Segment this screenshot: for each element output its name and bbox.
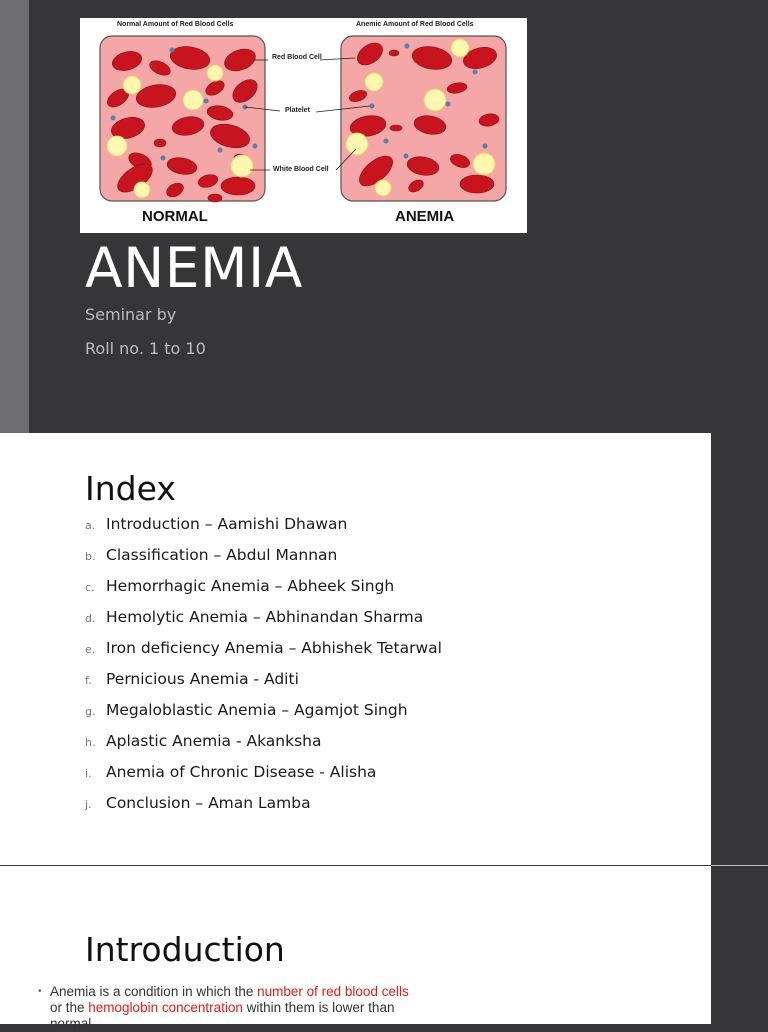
list-item xyxy=(85,794,442,825)
bullet-marker: • xyxy=(38,986,42,997)
callout-white-blood-cell: White Blood Cell xyxy=(273,166,329,173)
list-marker: j. xyxy=(85,798,92,811)
list-item-text: Pernicious Anemia - Aditi xyxy=(106,670,299,688)
highlight-rbc-count: number of red blood cells xyxy=(257,984,409,999)
bullet-text-part: or the xyxy=(50,1000,89,1015)
list-item xyxy=(85,701,442,732)
list-item-text: Aplastic Anemia - Akanksha xyxy=(106,732,322,750)
bullet-text-part: Anemia is a condition in which the xyxy=(50,984,258,999)
list-item-text: Anemia of Chronic Disease - Alisha xyxy=(106,763,377,781)
anemic-caption: Anemic Amount of Red Blood Cells xyxy=(356,21,474,28)
title-slide xyxy=(0,0,768,433)
slide-title: ANEMIA xyxy=(85,236,303,300)
blood-diagram xyxy=(80,18,527,233)
blood-cells-figure xyxy=(80,18,527,233)
introduction-slide xyxy=(0,866,711,1031)
list-item-text: Classification – Abdul Mannan xyxy=(106,546,338,564)
bullet-text xyxy=(50,984,418,1032)
index-list xyxy=(85,515,442,825)
list-item xyxy=(85,732,442,763)
anemia-label: ANEMIA xyxy=(395,208,455,225)
list-item xyxy=(85,608,442,639)
seminar-by: Seminar by xyxy=(85,305,177,324)
index-slide xyxy=(0,433,711,865)
bullet-text-part: within them is lower than normal xyxy=(50,1000,395,1031)
callout-red-blood-cell: Red Blood Cell xyxy=(272,54,322,61)
roll-numbers: Roll no. 1 to 10 xyxy=(85,339,206,358)
list-item xyxy=(85,546,442,577)
introduction-title: Introduction xyxy=(85,930,285,969)
list-marker: c. xyxy=(85,581,95,594)
list-marker: f. xyxy=(85,674,92,687)
list-item-text: Hemolytic Anemia – Abhinandan Sharma xyxy=(106,608,424,626)
highlight-hemoglobin: hemoglobin concentration xyxy=(88,1000,243,1015)
callout-platelet: Platelet xyxy=(285,107,310,114)
list-item-text: Hemorrhagic Anemia – Abheek Singh xyxy=(106,577,395,595)
normal-label: NORMAL xyxy=(142,208,208,225)
list-item xyxy=(85,670,442,701)
list-marker: b. xyxy=(85,550,96,563)
list-item-text: Megaloblastic Anemia – Agamjot Singh xyxy=(106,701,408,719)
list-item-text: Introduction – Aamishi Dhawan xyxy=(106,515,348,533)
list-marker: g. xyxy=(85,705,96,718)
list-item-text: Iron deficiency Anemia – Abhishek Tetarwal xyxy=(106,639,442,657)
normal-caption: Normal Amount of Red Blood Cells xyxy=(117,21,234,28)
list-item xyxy=(85,763,442,794)
bullet-item xyxy=(38,984,418,1032)
list-marker: a. xyxy=(85,519,96,532)
list-marker: d. xyxy=(85,612,96,625)
slide-divider xyxy=(711,865,768,866)
left-accent-strip xyxy=(0,0,29,433)
list-item xyxy=(85,639,442,670)
list-item xyxy=(85,577,442,608)
list-marker: i. xyxy=(85,767,92,780)
list-item-text: Conclusion – Aman Lamba xyxy=(106,794,311,812)
list-marker: h. xyxy=(85,736,96,749)
list-marker: e. xyxy=(85,643,96,656)
index-title: Index xyxy=(85,469,176,508)
list-item xyxy=(85,515,442,546)
